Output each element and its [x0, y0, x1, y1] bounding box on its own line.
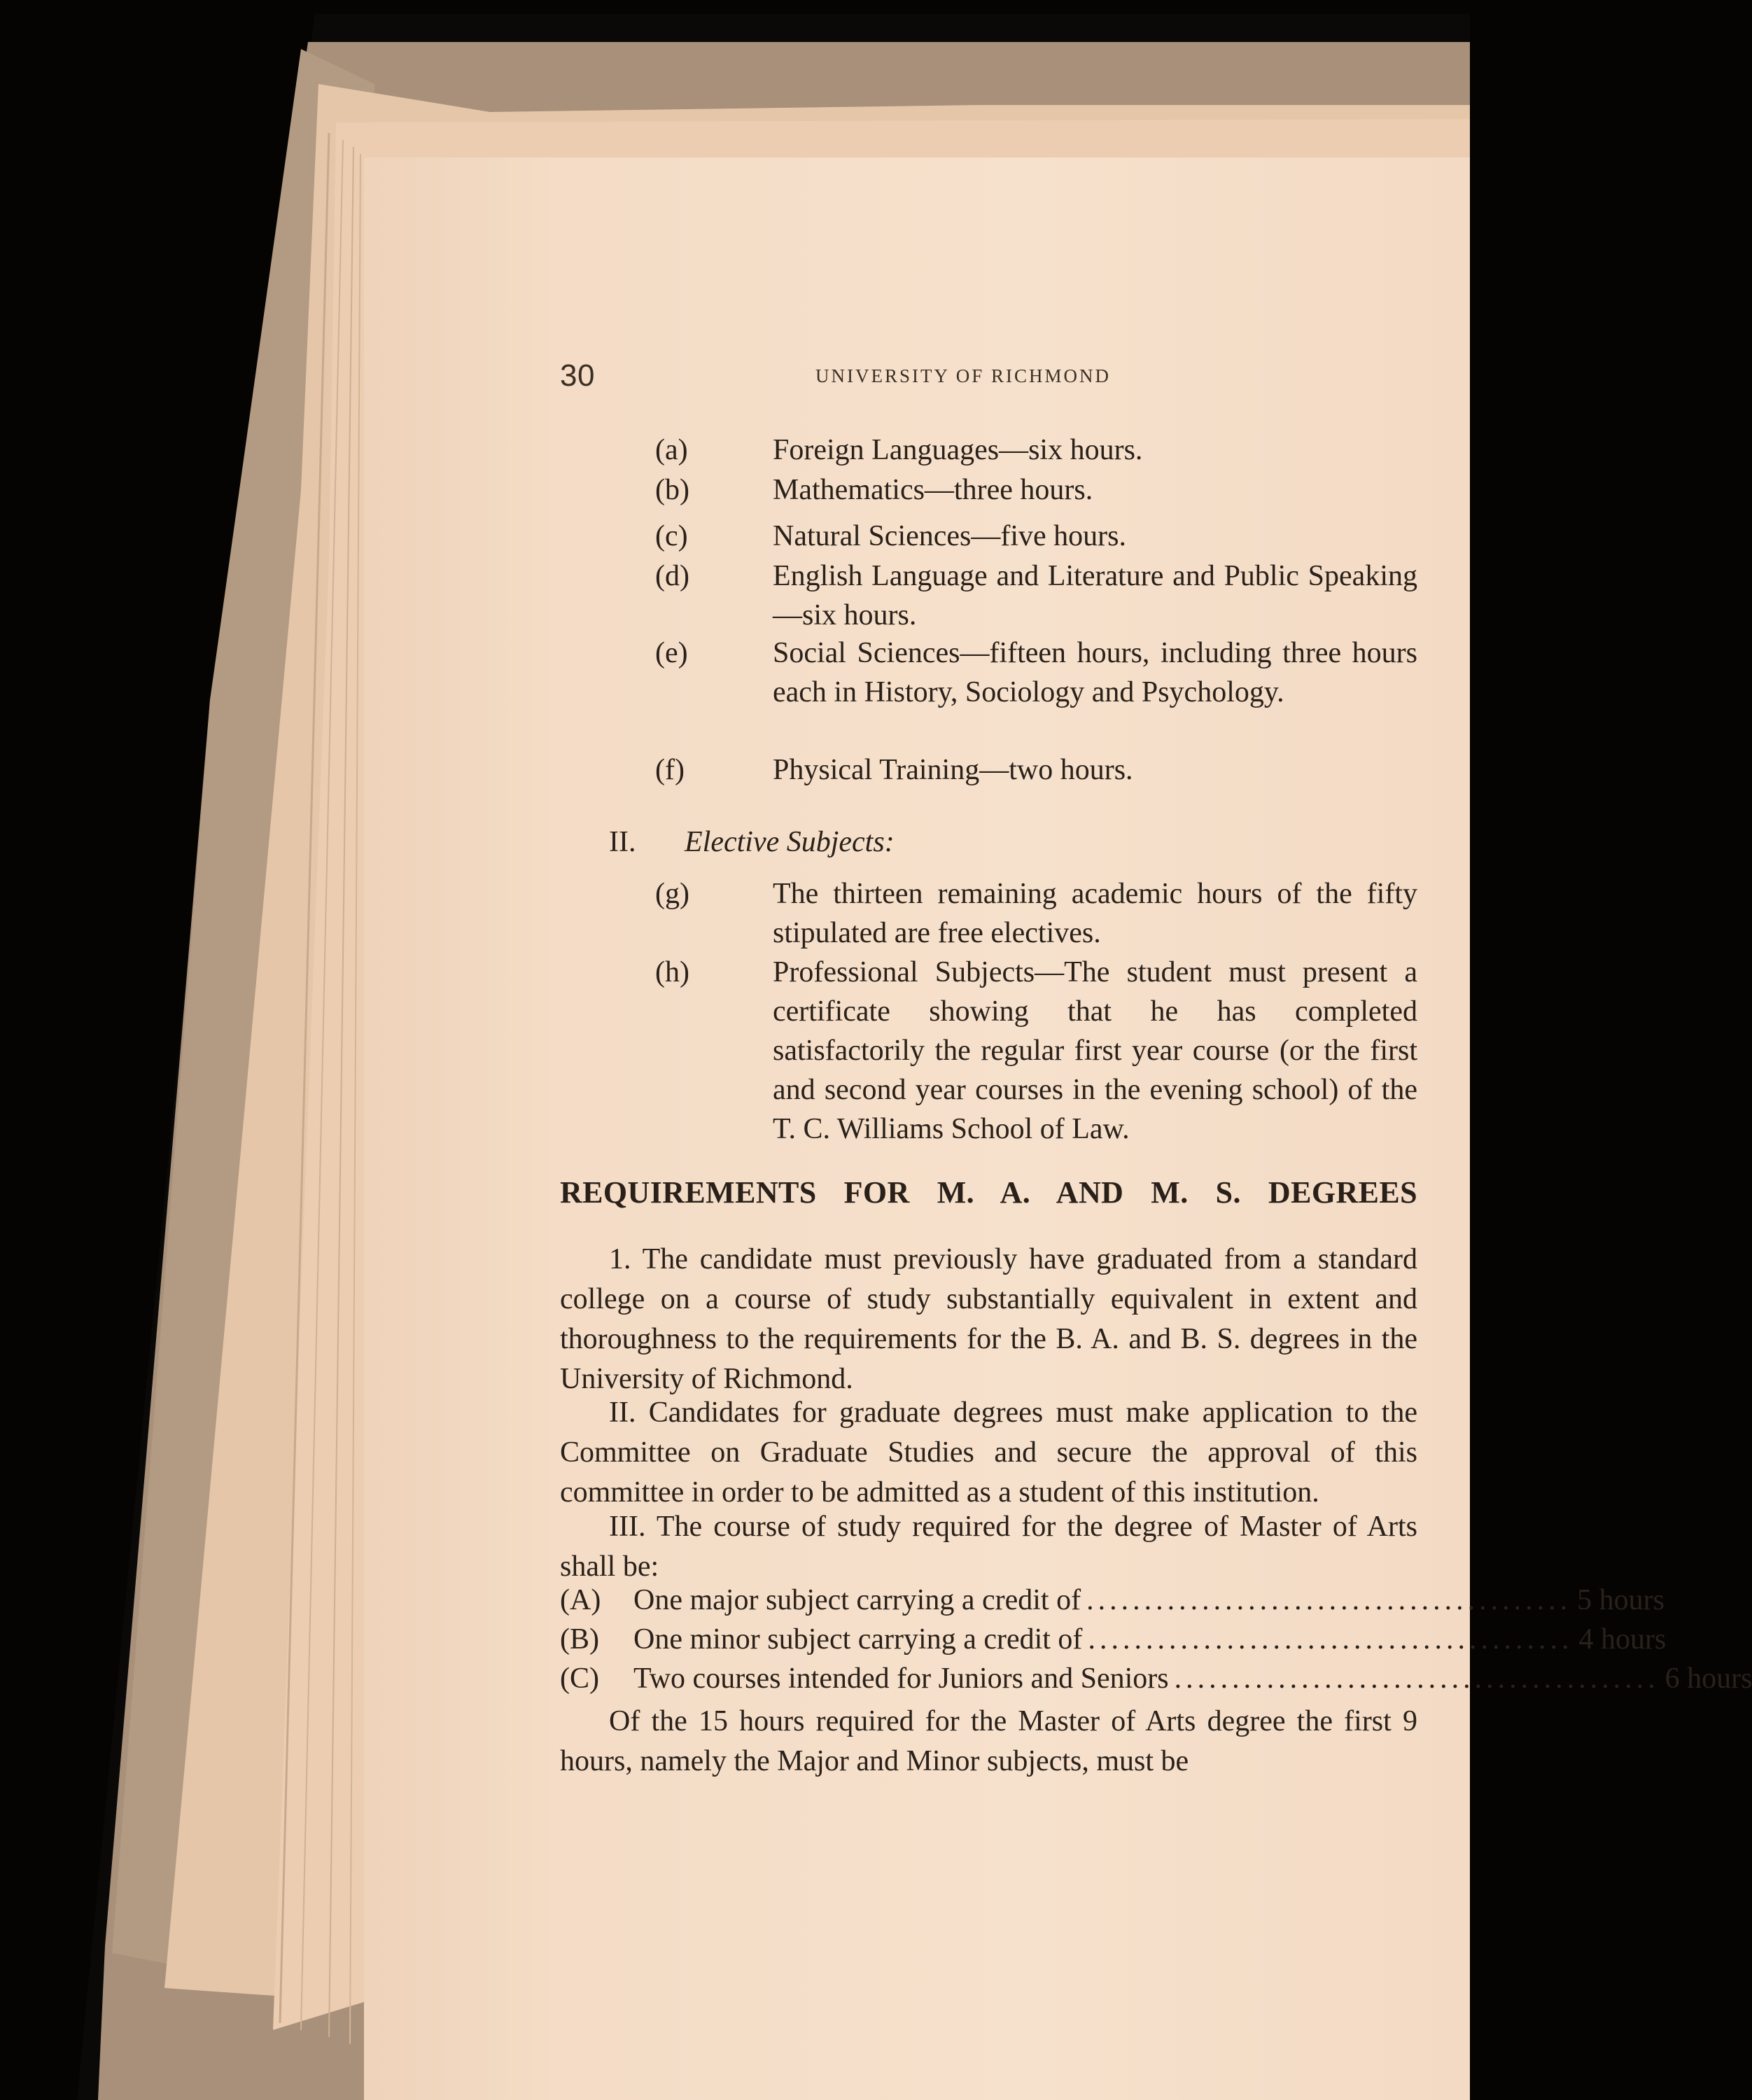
course-text: One major subject carrying a credit of — [633, 1584, 1081, 1616]
item-label: (a) — [655, 434, 688, 466]
item-text: Physical Training—two hours. — [773, 754, 1133, 786]
dot-leader: .......................................... — [1088, 1623, 1574, 1656]
course-label: (C) — [560, 1662, 599, 1695]
running-title: UNIVERSITY OF RICHMOND — [815, 365, 1112, 386]
dot-leader: .......................................... — [1174, 1662, 1660, 1695]
course-row — [560, 1581, 1665, 1620]
list-item — [655, 470, 1417, 510]
course-label: (A) — [560, 1584, 601, 1616]
item-text: English Language and Literature and Public Speaking—six hours. — [773, 560, 1417, 631]
item-text: Professional Subjects—The student must present a certificate showing that he has completed satisfactorily the regular first year course (or the first and second year courses in the evening school) of the T. C. Williams School of Law. — [773, 956, 1417, 1145]
item-text: The thirteen remaining academic hours of the fifty stipulated are free electives. — [773, 878, 1417, 949]
paragraph: III. The course of study required for the degree of Master of Arts shall be: — [560, 1511, 1417, 1583]
paragraph: Of the 15 hours required for the Master of Arts degree the first 9 hours, namely the Major and Minor subjects, must be — [560, 1705, 1417, 1777]
list-item — [655, 874, 1417, 953]
course-hours: 6 hours — [1665, 1662, 1752, 1695]
elective-numeral: II. — [609, 826, 636, 858]
list-item — [655, 430, 1417, 470]
list-item — [655, 634, 1417, 712]
item-text: Natural Sciences—five hours. — [773, 520, 1127, 552]
item-label: (b) — [655, 474, 689, 506]
list-item — [655, 517, 1417, 556]
item-text: Social Sciences—fifteen hours, including three hours each in History, Sociology and Psychology. — [773, 637, 1417, 708]
running-head — [560, 358, 1417, 400]
elective-title: Elective Subjects: — [685, 826, 895, 858]
list-item — [655, 953, 1417, 1149]
dot-leader: .......................................... — [1086, 1584, 1572, 1616]
course-text: Two courses intended for Juniors and Seniors — [633, 1662, 1169, 1695]
item-text: Foreign Languages—six hours. — [773, 434, 1143, 466]
course-row — [560, 1659, 1752, 1698]
list-item — [655, 750, 1417, 790]
course-hours: 4 hours — [1578, 1623, 1667, 1656]
list-item — [655, 556, 1417, 635]
item-label: (c) — [655, 520, 688, 552]
course-hours: 5 hours — [1577, 1584, 1665, 1616]
course-label: (B) — [560, 1623, 599, 1656]
paragraph: 1. The candidate must previously have graduated from a standard college on a course of study substantially equivalent in extent and thoroughness to the requirements for the B. A. and B. S. degrees in the University of Richmond. — [560, 1243, 1417, 1395]
item-label: (e) — [655, 637, 688, 669]
item-label: (d) — [655, 560, 689, 592]
course-row — [560, 1620, 1667, 1659]
section-title: REQUIREMENTS FOR M. A. AND M. S. DEGREES — [560, 1175, 1417, 1210]
item-label: (g) — [655, 878, 689, 910]
course-text: One minor subject carrying a credit of — [633, 1623, 1083, 1656]
item-label: (f) — [655, 754, 685, 786]
page-number: 30 — [560, 358, 595, 393]
elective-heading — [609, 822, 895, 862]
paragraph: II. Candidates for graduate degrees must make application to the Committee on Graduate Studies and secure the approval of this committee in order to be admitted as a student of this institution. — [560, 1396, 1417, 1508]
item-label: (h) — [655, 956, 689, 988]
item-text: Mathematics—three hours. — [773, 474, 1093, 506]
